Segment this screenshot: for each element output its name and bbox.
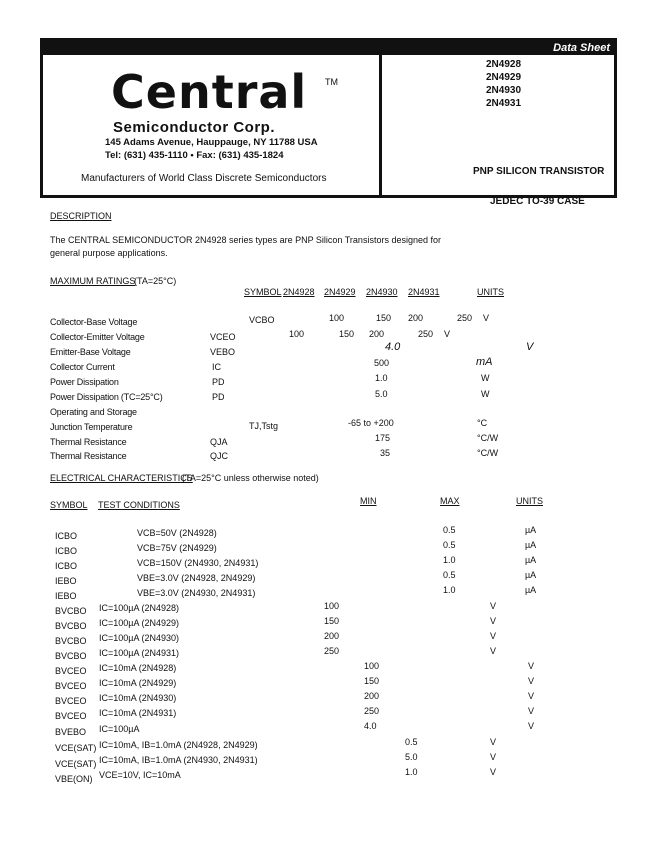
elec-col-units: UNITS [516,496,543,506]
rating-param: Operating and Storage [50,407,137,417]
elec-unit: V [490,616,497,626]
trademark-mark: TM [325,77,338,87]
max-ratings-condition: (TA=25°C) [134,276,177,286]
rating-symbol: PD [212,392,225,402]
elec-max: 0.5 [443,525,456,535]
elec-test: VCB=50V (2N4928) [137,528,217,538]
elec-test: IC=100µA (2N4929) [99,618,179,628]
rating-unit: V [483,313,490,323]
elec-min: 100 [324,601,340,611]
elec-symbol: BVCEO [55,696,87,706]
rating-value: 200 [369,329,385,339]
elec-symbol: VCE(SAT) [55,759,97,769]
col-part: 2N4928 [283,287,315,297]
header-divider [379,55,382,198]
rating-value: 200 [408,313,424,323]
elec-min: 150 [324,616,340,626]
elec-max: 0.5 [443,570,456,580]
elec-test: IC=10mA (2N4928) [99,663,177,673]
elec-test: VCB=75V (2N4929) [137,543,217,553]
elec-unit: V [490,767,497,777]
part-number: 2N4930 [486,85,522,96]
elec-test: IC=100µA (2N4931) [99,648,179,658]
elec-unit: µA [525,585,537,595]
elec-symbol: ICBO [55,561,78,571]
elec-unit: V [490,646,497,656]
elec-unit: µA [525,525,537,535]
elec-unit: V [528,676,535,686]
rating-value: 150 [376,313,392,323]
elec-symbol: VBE(ON) [55,774,93,784]
elec-test: IC=10mA (2N4930) [99,693,177,703]
rating-param: Thermal Resistance [50,437,127,447]
elec-min: 200 [324,631,340,641]
rating-param: Collector-Base Voltage [50,317,138,327]
device-type: PNP SILICON TRANSISTOR [473,166,605,177]
company-phone: Tel: (631) 435-1110 • Fax: (631) 435-1824 [105,150,284,161]
rating-param: Thermal Resistance [50,451,127,461]
elec-max: 0.5 [405,737,418,747]
elec-unit: V [490,631,497,641]
rating-unit: V [526,341,534,353]
elec-test: IC=10mA, IB=1.0mA (2N4930, 2N4931) [99,755,258,765]
company-address: 145 Adams Avenue, Hauppauge, NY 11788 USA [105,137,318,148]
elec-unit: V [528,721,535,731]
elec-unit: V [490,601,497,611]
rating-value: 250 [457,313,473,323]
data-sheet-label: Data Sheet [553,42,610,54]
rating-symbol: QJC [210,451,228,461]
elec-unit: V [528,661,535,671]
rating-param: Collector Current [50,362,115,372]
elec-min: 100 [364,661,380,671]
elec-unit: V [490,737,497,747]
elec-test: VBE=3.0V (2N4930, 2N4931) [137,588,256,598]
data-sheet-bar [43,41,614,55]
elec-unit: V [528,691,535,701]
elec-max: 1.0 [443,555,456,565]
elec-col-symbol: SYMBOL [50,500,88,510]
header-box [40,38,617,207]
rating-symbol: TJ,Tstg [249,421,279,431]
elec-test: IC=10mA (2N4929) [99,678,177,688]
elec-test: VCB=150V (2N4930, 2N4931) [137,558,259,568]
rating-value: 175 [375,433,391,443]
rating-value: 4.0 [385,341,401,353]
rating-value: 35 [380,448,391,458]
rating-value: 100 [329,313,345,323]
elec-test: IC=100µA (2N4928) [99,603,179,613]
company-tagline: Manufacturers of World Class Discrete Semiconductors [81,173,327,184]
part-number: 2N4929 [486,72,522,83]
rating-symbol: VCBO [249,315,275,325]
elec-symbol: BVCBO [55,621,87,631]
elec-symbol: BVCEO [55,681,87,691]
rating-unit: V [444,329,451,339]
elec-min: 200 [364,691,380,701]
rating-value: 150 [339,329,355,339]
col-units: UNITS [477,287,504,297]
rating-symbol: VEBO [210,347,236,357]
rating-symbol: IC [212,362,221,372]
elec-col-min: MIN [360,496,377,506]
elec-symbol: IEBO [55,591,77,601]
elec-symbol: BVCEO [55,711,87,721]
rating-unit: °C/W [477,448,499,458]
company-logo: Central [111,65,308,119]
elec-heading: ELECTRICAL CHARACTERISTICS [50,473,193,483]
case-type: JEDEC TO-39 CASE [490,196,585,207]
rating-symbol: VCEO [210,332,236,342]
elec-condition: (TA=25°C unless otherwise noted) [182,473,319,483]
elec-col-max: MAX [440,496,460,506]
rating-unit: W [481,389,490,399]
elec-test: VBE=3.0V (2N4928, 2N4929) [137,573,256,583]
elec-symbol: BVEBO [55,727,87,737]
col-part: 2N4931 [408,287,440,297]
max-ratings-heading: MAXIMUM RATINGS [50,276,136,286]
elec-symbol: ICBO [55,531,78,541]
elec-symbol: BVCBO [55,636,87,646]
elec-unit: µA [525,540,537,550]
elec-symbol: IEBO [55,576,77,586]
rating-param: Emitter-Base Voltage [50,347,131,357]
rating-symbol: QJA [210,437,228,447]
elec-symbol: ICBO [55,546,78,556]
col-part: 2N4930 [366,287,398,297]
rating-param: Collector-Emitter Voltage [50,332,145,342]
description-line: general purpose applications. [50,248,168,258]
elec-unit: µA [525,555,537,565]
rating-param: Power Dissipation [50,377,119,387]
rating-value: 250 [418,329,434,339]
rating-unit: °C [477,418,488,428]
rating-unit: °C/W [477,433,499,443]
elec-max: 1.0 [443,585,456,595]
rating-symbol: PD [212,377,225,387]
part-number: 2N4928 [486,59,522,70]
rating-value: -65 to +200 [348,418,394,428]
elec-col-test: TEST CONDITIONS [98,500,180,510]
elec-symbol: BVCEO [55,666,87,676]
elec-max: 1.0 [405,767,418,777]
col-symbol: SYMBOL [244,287,282,297]
elec-test: IC=10mA (2N4931) [99,708,177,718]
rating-value: 500 [374,358,390,368]
elec-symbol: BVCBO [55,606,87,616]
rating-value: 100 [289,329,305,339]
rating-value: 5.0 [375,389,388,399]
elec-test: IC=10mA, IB=1.0mA (2N4928, 2N4929) [99,740,258,750]
elec-min: 4.0 [364,721,377,731]
description-line: The CENTRAL SEMICONDUCTOR 2N4928 series types are PNP Silicon Transistors designed for [50,235,441,245]
rating-value: 1.0 [375,373,388,383]
company-subtitle: Semiconductor Corp. [113,119,276,136]
elec-unit: µA [525,570,537,580]
elec-unit: V [490,752,497,762]
elec-min: 250 [364,706,380,716]
elec-test: IC=100µA (2N4930) [99,633,179,643]
rating-unit: mA [476,356,493,368]
description-heading: DESCRIPTION [50,211,112,221]
elec-max: 0.5 [443,540,456,550]
elec-test: IC=100µA [99,724,140,734]
rating-unit: W [481,373,490,383]
rating-param: Junction Temperature [50,422,133,432]
elec-max: 5.0 [405,752,418,762]
elec-unit: V [528,706,535,716]
elec-test: VCE=10V, IC=10mA [99,770,181,780]
elec-symbol: VCE(SAT) [55,743,97,753]
elec-min: 150 [364,676,380,686]
elec-min: 250 [324,646,340,656]
rating-param: Power Dissipation (TC=25°C) [50,392,163,402]
col-part: 2N4929 [324,287,356,297]
elec-symbol: BVCBO [55,651,87,661]
part-number: 2N4931 [486,98,522,109]
